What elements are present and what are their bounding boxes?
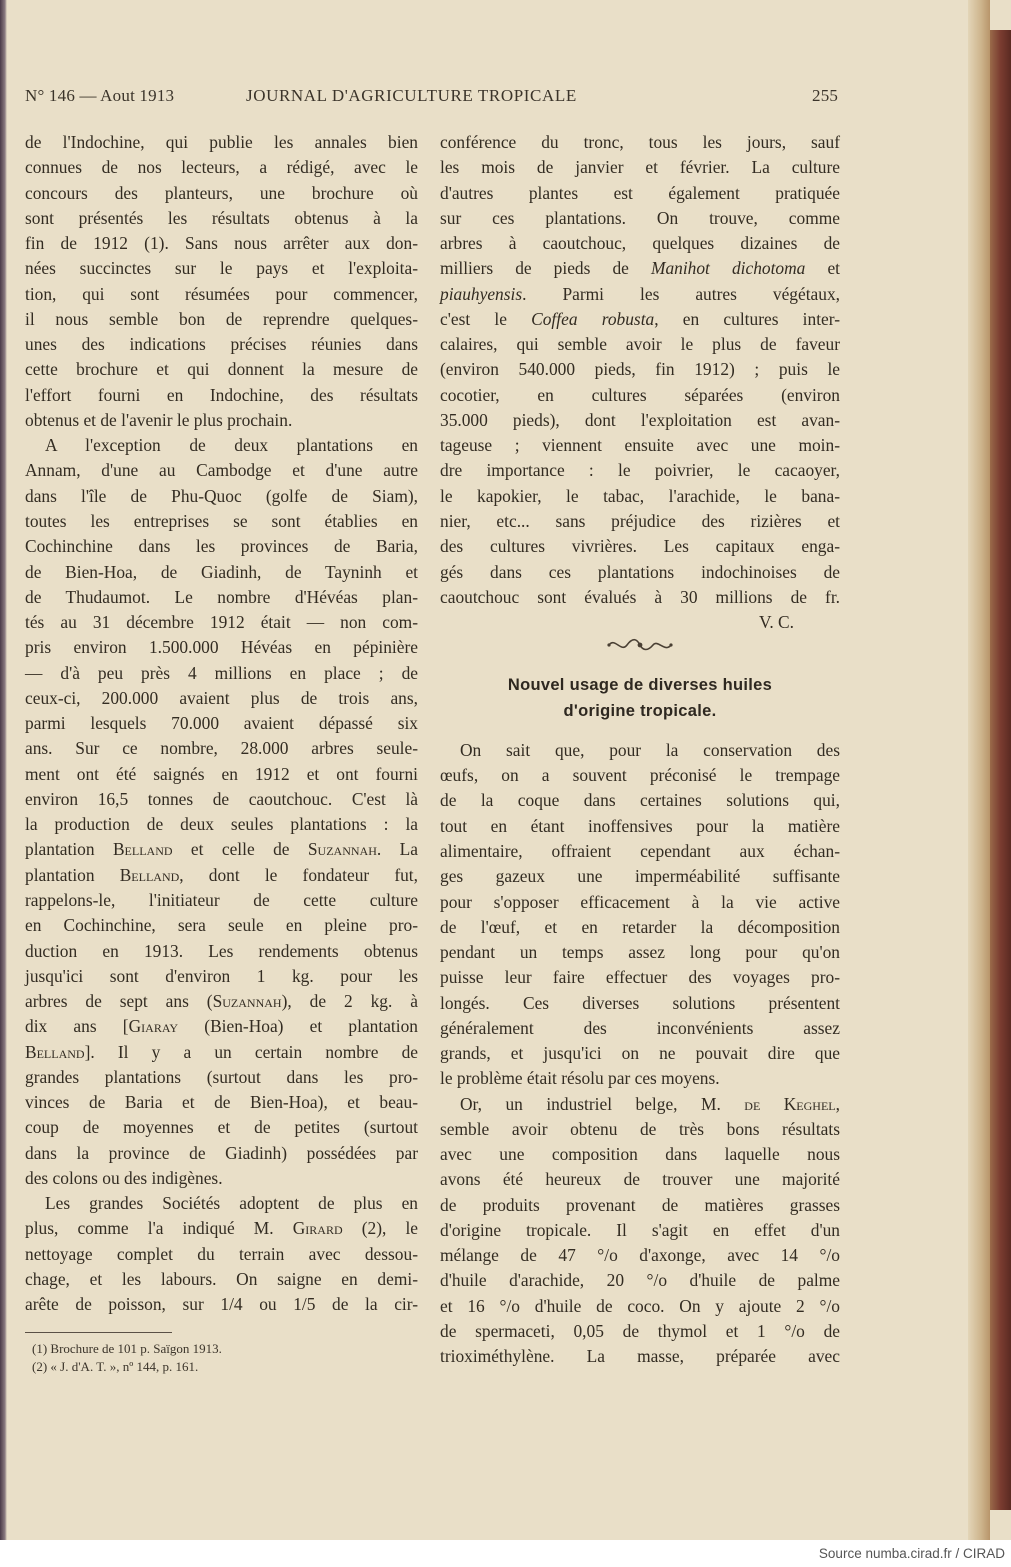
text-line: les mois de janvier et février. La culture [440, 157, 840, 178]
small-caps-name: Suzannah [307, 839, 377, 860]
text-line: pendant un temps assez long pour qu'on [440, 942, 840, 963]
text-line [440, 307, 840, 332]
text-line: dans la province de Giadinh) possédées par [25, 1142, 418, 1163]
right-column-continuation [440, 130, 840, 610]
text-line: calaires, qui semble avoir le plus de faveur [440, 334, 840, 355]
text-line [25, 1040, 418, 1065]
text-line [440, 282, 840, 307]
italic-text: Coffea robusta [531, 308, 655, 329]
text-line: arbres à caoutchouc, quelques dizaines de [440, 233, 840, 254]
book-cover-edge [990, 30, 1011, 1510]
text-line: fin de 1912 (1). Sans nous arrêter aux don- [25, 233, 418, 254]
text-line: sur ces plantations. On trouve, comme [440, 207, 840, 228]
small-caps-name: Belland [25, 1041, 85, 1062]
text-segment: , en cultures inter- [654, 308, 840, 329]
text-line: conférence du tronc, tous les jours, sauf [440, 132, 840, 152]
text-line: la production de deux seules plantations : la [25, 814, 418, 835]
text-line: avec une composition dans laquelle nous [440, 1144, 840, 1165]
text-segment: , [835, 1093, 840, 1114]
journal-title: JOURNAL D'AGRICULTURE TROPICALE [246, 86, 577, 105]
text-segment: et celle de [172, 839, 308, 860]
text-line [440, 1092, 840, 1117]
footnote: (1) Brochure de 101 p. Saïgon 1913. [32, 1341, 222, 1356]
text-line: environ 16,5 tonnes de caoutchouc. C'est là [25, 788, 418, 809]
text-line: d'autres plantes est également pratiquée [440, 182, 840, 203]
text-line: longés. Ces diverses solutions présentent [440, 992, 840, 1013]
text-line: l'effort fourni en Indochine, des résultats [25, 384, 418, 405]
text-line: de spermaceti, 0,05 de thymol et 1 °/o de [440, 1321, 840, 1342]
text-line: Cochinchine dans les provinces de Baria, [25, 536, 418, 557]
footnote: (2) « J. d'A. T. », nº 144, p. 161. [32, 1359, 199, 1374]
text-line: le problème était résolu par ces moyens. [440, 1068, 720, 1089]
text-line: (environ 540.000 pieds, fin 1912) ; puis le [440, 359, 840, 380]
small-caps-name: de Keghel [744, 1093, 836, 1114]
left-column [25, 130, 418, 1317]
text-line: le kapokier, le tabac, l'arachide, le bana- [440, 485, 840, 506]
page-number: 255 [812, 86, 839, 105]
text-line: mélange de 47 °/o d'axonge, avec 14 °/o [440, 1245, 840, 1266]
text-line: pris environ 1.500.000 Hévéas en pépinière [25, 637, 418, 658]
text-line: caoutchouc sont évalués à 30 millions de fr. [440, 586, 840, 607]
text-line: semble avoir obtenu de très bons résultats [440, 1118, 840, 1139]
text-line: tés au 31 décembre 1912 était — non com- [25, 612, 418, 633]
text-line: Les grandes Sociétés adoptent de plus en [45, 1193, 418, 1214]
text-line: œufs, on a souvent préconisé le trempage [440, 765, 840, 786]
text-segment: . Parmi les autres végétaux, [522, 283, 840, 304]
text-line: concours des planteurs, une brochure où [25, 182, 418, 203]
text-line: Annam, d'une au Cambodge et d'une autre [25, 460, 418, 481]
small-caps-name: Girard [292, 1218, 343, 1239]
signature: V. C. [759, 612, 794, 633]
text-line: ment ont été saignés en 1912 et ont fourni [25, 763, 418, 784]
text-line: duction en 1913. Les rendements obtenus [25, 940, 418, 961]
text-line: parmi lesquels 70.000 avaient dépassé six [25, 713, 418, 734]
text-line: A l'exception de deux plantations en [45, 435, 418, 456]
text-line: cocotier, en cultures séparées (environ [440, 384, 840, 405]
small-caps-name: Belland [112, 839, 173, 860]
text-line: d'origine tropicale. Il s'agit en effet d'un [440, 1219, 840, 1240]
text-line: connues de nos lecteurs, a rédigé, avec le [25, 157, 418, 178]
text-line: de la coque dans certaines solutions qui, [440, 790, 840, 811]
text-segment: . La [376, 839, 418, 860]
text-line: ans. Sur ce nombre, 28.000 arbres seule- [25, 738, 418, 759]
text-segment: (Bien-Hoa) et plantation [178, 1016, 418, 1037]
text-line [25, 989, 418, 1014]
text-segment: plantation [25, 839, 113, 860]
source-credit: Source numba.cirad.fr / CIRAD [818, 1546, 1005, 1561]
text-line: nées succinctes sur le pays et l'exploita- [25, 258, 418, 279]
text-line: tageuse ; viennent ensuite avec une moin- [440, 435, 840, 456]
text-line: 35.000 pieds), dont l'exploitation est avan- [440, 409, 840, 430]
text-line: — d'à peu près 4 millions en place ; de [25, 662, 418, 683]
text-line: tion, qui sont résumées pour commencer, [25, 283, 418, 304]
text-line: avons été heureux de trouver une majorité [440, 1169, 840, 1190]
text-line: arête de poisson, sur 1/4 ou 1/5 de la cir- [25, 1294, 418, 1315]
text-segment: plus, comme l'a indiqué M. [25, 1218, 293, 1239]
text-line: nettoyage complet du terrain avec dessou- [25, 1243, 418, 1264]
text-segment: plantation [25, 864, 120, 885]
text-line: de l'œuf, et en retarder la décomposition [440, 916, 840, 937]
text-line [25, 1216, 418, 1241]
text-line: dre importance : le poivrier, le cacaoyer, [440, 460, 840, 481]
text-line: obtenus et de l'avenir le plus prochain. [25, 409, 293, 430]
italic-text: Manihot dichotoma [650, 258, 806, 279]
text-line: coup de moyennes et de petites (surtout [25, 1117, 418, 1138]
text-line: sont présentés les résultats obtenus à la [25, 207, 418, 228]
text-line [25, 837, 418, 862]
text-line: et 16 °/o d'huile de coco. On y ajoute 2 °/o [440, 1295, 840, 1316]
text-line: de produits provenant de matières grasses [440, 1194, 840, 1215]
text-line: nier, etc... sans préjudice des rizières et [440, 510, 840, 531]
text-line: trioximéthylène. La masse, préparée avec [440, 1346, 840, 1367]
text-line [25, 863, 418, 888]
text-segment: milliers de pieds de [440, 258, 651, 279]
text-line: des colons ou des indigènes. [25, 1167, 223, 1188]
text-line: des cultures vivrières. Les capitaux enga- [440, 536, 840, 557]
text-line [25, 1014, 418, 1039]
footnote-divider [25, 1332, 172, 1333]
text-line: toutes les entreprises se sont établies en [25, 510, 418, 531]
text-segment: (2), le [342, 1218, 419, 1239]
text-line: puisse leur faire effectuer des voyages pro- [440, 967, 840, 988]
text-segment: Or, un industriel belge, M. [460, 1093, 745, 1114]
text-line: vinces de Baria et de Bien-Hoa), et beau- [25, 1092, 418, 1113]
text-line: de Bien-Hoa, de Giadinh, de Tayninh et [25, 561, 418, 582]
text-segment: ), de 2 kg. à [281, 991, 418, 1012]
text-line: unes des indications précises réunies dans [25, 334, 418, 355]
text-line: jusqu'ici sont d'environ 1 kg. pour les [25, 965, 418, 986]
small-caps-name: Belland [119, 864, 180, 885]
text-segment: et [805, 258, 840, 279]
text-line: en Cochinchine, sera seule en pleine pro- [25, 915, 418, 936]
small-caps-name: Giaray [128, 1016, 179, 1037]
text-line: dans l'île de Phu-Quoc (golfe de Siam), [25, 485, 418, 506]
text-line: généralement des inconvénients assez [440, 1017, 840, 1038]
issue-label: N° 146 — Aout 1913 [25, 86, 175, 105]
text-line: gés dans ces plantations indochinoises de [440, 561, 840, 582]
right-column [440, 130, 840, 1370]
text-line: de Thudaumot. Le nombre d'Hévéas plan- [25, 586, 418, 607]
article-title-line: d'origine tropicale. [563, 701, 717, 720]
text-line: rappelons-le, l'initiateur de cette culture [25, 889, 418, 910]
text-line: tout en étant inoffensives pour la matière [440, 815, 840, 836]
text-line: de l'Indochine, qui publie les annales bien [25, 132, 418, 152]
article-body [440, 738, 840, 1370]
text-line: grands, et jusqu'ici on ne pouvait dire que [440, 1043, 840, 1064]
page-edges [968, 0, 990, 1540]
small-caps-name: Suzannah [212, 991, 282, 1012]
text-line: cette brochure et qui donnent la mesure de [25, 359, 418, 380]
text-segment: c'est le [440, 308, 532, 329]
text-segment: arbres de sept ans ( [25, 991, 213, 1012]
text-line [440, 256, 840, 281]
text-line: On sait que, pour la conservation des [460, 739, 840, 760]
ornament-icon [440, 635, 840, 669]
article-title-line: Nouvel usage de diverses huiles [507, 676, 773, 695]
text-line: pour s'opposer efficacement à la vie active [440, 891, 840, 912]
binding-edge [0, 0, 7, 1540]
text-line: d'huile d'arachide, 20 °/o d'huile de palme [440, 1270, 840, 1291]
text-segment: dix ans [ [25, 1016, 129, 1037]
italic-text: piauhyensis [440, 283, 523, 304]
text-line: ceux-ci, 200.000 avaient plus de trois ans, [25, 687, 418, 708]
text-line: grandes plantations (surtout dans les pro- [25, 1066, 418, 1087]
text-line: il nous semble bon de reprendre quelques- [25, 308, 418, 329]
article-title [440, 669, 840, 738]
text-segment: ]. Il y a un certain nombre de [84, 1041, 418, 1062]
text-line: ges gazeux une imperméabilité suffisante [440, 866, 840, 887]
text-line: chage, et les labours. On saigne en demi- [25, 1268, 418, 1289]
text-line: alimentaire, offraient cependant aux échan- [440, 840, 840, 861]
text-segment: , dont le fondateur fut, [179, 864, 418, 885]
